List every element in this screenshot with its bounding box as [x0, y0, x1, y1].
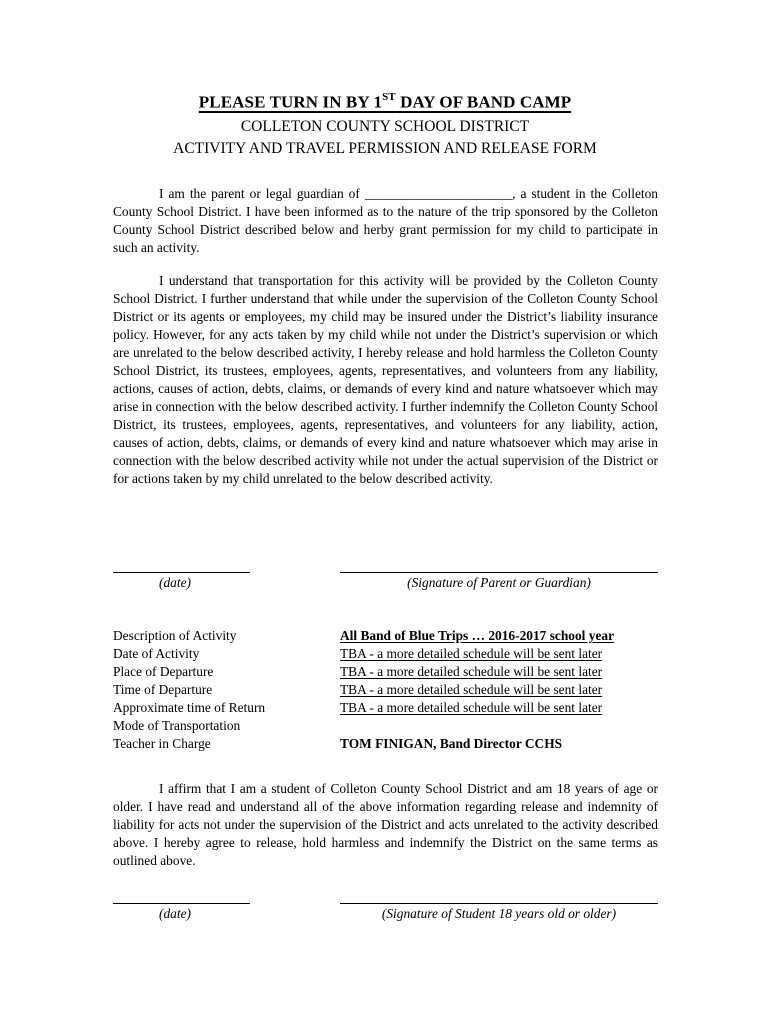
- detail-value: TBA - a more detailed schedule will be sent later: [340, 700, 603, 715]
- parent-signature-line[interactable]: [340, 572, 658, 573]
- form-heading: [0, 92, 770, 113]
- district-name: COLLETON COUNTY SCHOOL DISTRICT: [240, 118, 530, 135]
- heading-superscript: ST: [382, 91, 396, 103]
- detail-value: TBA - a more detailed schedule will be sent later: [340, 646, 603, 661]
- heading-text-post: DAY OF BAND CAMP: [395, 92, 572, 112]
- student-date-label: (date): [159, 906, 191, 921]
- detail-value: TBA - a more detailed schedule will be sent later: [340, 682, 603, 697]
- detail-value: TBA - a more detailed schedule will be sent later: [340, 664, 603, 679]
- parent-signature-label: (Signature of Parent or Guardian): [407, 575, 591, 590]
- form-title: ACTIVITY AND TRAVEL PERMISSION AND RELEASE FORM: [173, 140, 597, 157]
- student-signature-line[interactable]: [340, 903, 658, 904]
- parent-date-line[interactable]: [113, 572, 250, 573]
- detail-label: Place of Departure: [113, 664, 214, 679]
- detail-label: Mode of Transportation: [113, 718, 241, 733]
- detail-value: All Band of Blue Trips … 2016-2017 school year: [340, 628, 615, 643]
- student-signature-label: (Signature of Student 18 years old or older): [381, 906, 617, 921]
- guardian-statement: I am the parent or legal guardian of ______________________, a student in the Colleton County School District. I have been informed as to the nature of the trip sponsored by the Colleton County School District described below and herby grant permission for my child to participate in such an activity.: [113, 186, 658, 255]
- detail-label: Teacher in Charge: [113, 736, 211, 751]
- parent-date-label: (date): [159, 575, 191, 590]
- student-date-line[interactable]: [113, 903, 250, 904]
- detail-label: Date of Activity: [113, 646, 200, 661]
- detail-label: Approximate time of Return: [113, 700, 266, 715]
- student-statement: I affirm that I am a student of Colleton County School District and am 18 years of age or older. I have read and understand all of the above information regarding release and indemnity of liability for acts not under the supervision of the District and acts unrelated to the activity described above. I hereby agree to release, hold harmless and indemnify the District on the same terms as outlined above.: [113, 781, 658, 868]
- release-statement: I understand that transportation for this activity will be provided by the Colleton County School District. I further understand that while under the supervision of the Colleton County School District or its agents or employees, my child may be insured under the District’s liability insurance policy. However, for any acts taken by my child while not under the District’s supervision or which are unrelated to the below described activity, I hereby release and hold harmless the Colleton County School District, its trustees, employees, agents, representatives, and volunteers from any liability, actions, causes of action, debts, claims, or demands of every kind and nature whatsoever which may arise in connection with the below described activity. I further indemnify the Colleton County School District, its trustees, employees, agents, representatives, and volunteers for any liability, action, causes of action, debts, claims, or demands of every kind and nature whatsoever which may arise in connection with the below described activity while not under the actual supervision of the District or for actions taken by my child unrelated to the below described activity.: [113, 273, 658, 486]
- detail-label: Description of Activity: [113, 628, 237, 643]
- heading-text-pre: PLEASE TURN IN BY 1: [198, 92, 383, 112]
- detail-label: Time of Departure: [113, 682, 213, 697]
- detail-value: TOM FINIGAN, Band Director CCHS: [340, 736, 563, 751]
